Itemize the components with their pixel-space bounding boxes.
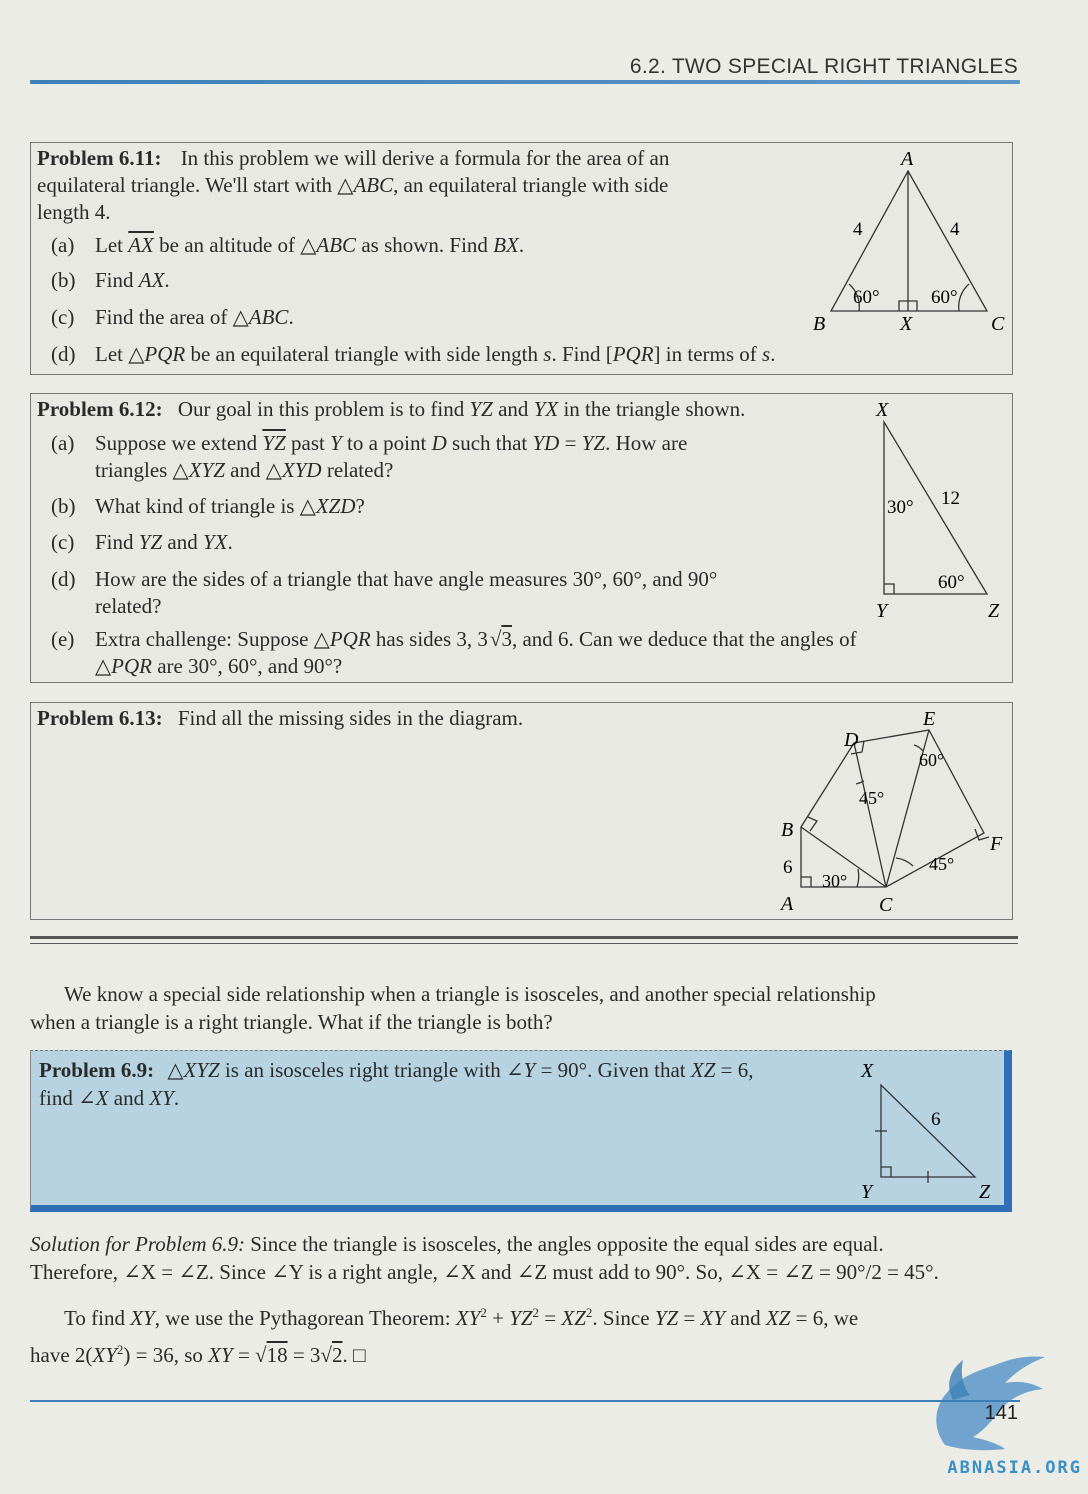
p613-figure — [771, 703, 1011, 917]
solution-paragraph: Solution for Problem 6.9: Since the triangle is isosceles, the angles opposite the equal sides are equal. Therefore, ∠X = ∠Z. Since ∠Y is a right angle, ∠X and ∠Z must add to 90°. So, ∠X = ∠Z = 90°/2 = 45°. — [30, 1232, 939, 1284]
p612-title: Problem 6.12: — [37, 397, 163, 421]
problem-6-12-box: Problem 6.12: Our goal in this problem is to find YZ and YX in the triangle shown. (a) Suppose we extend $\overline{YZ}$ past Y to a point D such that YD = YZ. How are triangles △XYZ and △XYD related? (b) What kind of triangle is △XZD? (c) Find YZ and YX. (d) How are the sides of a triangle that have angle measures 30°, 60°, and 90° related? (e) Extra challenge: Suppose △PQR has sides 3, 3√3, and 6. Can we deduce that the angles of △PQR are 30°, 60°, and 90°? X Y Z 12 30° 60° — [30, 393, 1013, 683]
label-d: D — [844, 729, 859, 751]
right-angle-b — [808, 817, 817, 831]
label-z: Z — [979, 1181, 991, 1203]
solution-paragraph-2: To find XY, we use the Pythagorean Theorem: $XY^2 + YZ^2 = XZ^2$. Since YZ = XY and XZ = 6, we have $2(XY^2) = 36$, so XY = √18 = 3√2. □ — [30, 1305, 859, 1367]
label-z: Z — [988, 600, 1000, 622]
label-y: Y — [861, 1181, 873, 1203]
angle-label-45-bot: 45° — [929, 854, 955, 874]
p612-figure — [861, 394, 1011, 624]
angle-label-c: 60° — [931, 287, 958, 308]
angle-label-x: 30° — [887, 497, 914, 518]
solution-label: Solution for Problem 6.9: — [30, 1232, 246, 1256]
footer-rule — [30, 1400, 1020, 1402]
label-c: C — [879, 894, 893, 916]
header-rule — [30, 80, 1020, 84]
right-angle-mark — [884, 584, 894, 594]
side-label-right: 4 — [950, 219, 960, 240]
side-label-ab: 6 — [783, 857, 793, 878]
angle-arc-30 — [857, 869, 859, 887]
angle-label-30: 30° — [822, 871, 848, 891]
hyp-label: 6 — [931, 1109, 941, 1130]
hyp-label: 12 — [941, 488, 960, 509]
angle-arc-45-bot — [896, 858, 913, 866]
segment-dc — [854, 743, 886, 887]
page-number: 141 — [984, 1402, 1018, 1424]
problem-6-11-box: Problem 6.11: In this problem we will derive a formula for the area of an equilateral triangle. We'll start with △ABC, an equilateral triangle with side length 4. (a) Let $\overline{AX}$ be an altitude of △ABC as shown. Find BX. (b) Find AX. (c) Find the area of △ABC. (d) Let △PQR be an equilateral triangle with side length s. Find [PQR] in terms of s. A B C X 4 4 60° 60° — [30, 142, 1013, 375]
label-e: E — [923, 708, 936, 730]
right-angle-a — [801, 877, 811, 887]
label-b: B — [781, 819, 794, 841]
angle-label-b: 60° — [853, 287, 880, 308]
section-divider-thick — [30, 936, 1018, 939]
label-c: C — [991, 313, 1005, 335]
angle-label-z: 60° — [938, 572, 965, 593]
running-head: 6.2. TWO SPECIAL RIGHT TRIANGLES — [629, 55, 1018, 78]
p611-figure — [801, 143, 1011, 343]
p611-intro: Problem 6.11: In this problem we will derive a formula for the area of an — [37, 146, 670, 170]
intro-paragraph: We know a special side relationship when a triangle is isosceles, and another special relationship when a triangle is a right triangle. What if the triangle is both? — [30, 982, 876, 1034]
p613-title: Problem 6.13: — [37, 706, 163, 730]
label-f: F — [990, 833, 1003, 855]
triangle-xyz — [881, 1085, 975, 1177]
side-label-left: 4 — [853, 219, 863, 240]
label-x: X — [876, 399, 889, 421]
problem-6-13-box: Problem 6.13: Find all the missing sides in the diagram. A B C D E F 6 30° 45° 45° 60° — [30, 702, 1013, 920]
angle-label-45-top: 45° — [859, 788, 885, 808]
label-y: Y — [876, 600, 888, 622]
label-x: X — [900, 313, 913, 335]
p611-title: Problem 6.11: — [37, 146, 162, 170]
problem-6-9-box: Problem 6.9: △XYZ is an isosceles right triangle with ∠Y = 90°. Given that XZ = 6, find ∠X and XY. X Y Z 6 — [30, 1050, 1012, 1212]
angle-arc-c — [959, 284, 969, 311]
label-a: A — [901, 148, 914, 170]
watermark: ABNASIA.ORG — [947, 1458, 1082, 1478]
right-angle-mark — [881, 1167, 891, 1177]
label-b: B — [813, 313, 826, 335]
label-a: A — [781, 893, 794, 915]
p69-figure — [851, 1055, 1001, 1205]
label-x: X — [861, 1060, 874, 1082]
page-header — [0, 0, 1088, 100]
angle-label-60: 60° — [919, 750, 945, 770]
p69-title: Problem 6.9: — [39, 1058, 155, 1082]
section-divider-thin — [30, 943, 1018, 944]
